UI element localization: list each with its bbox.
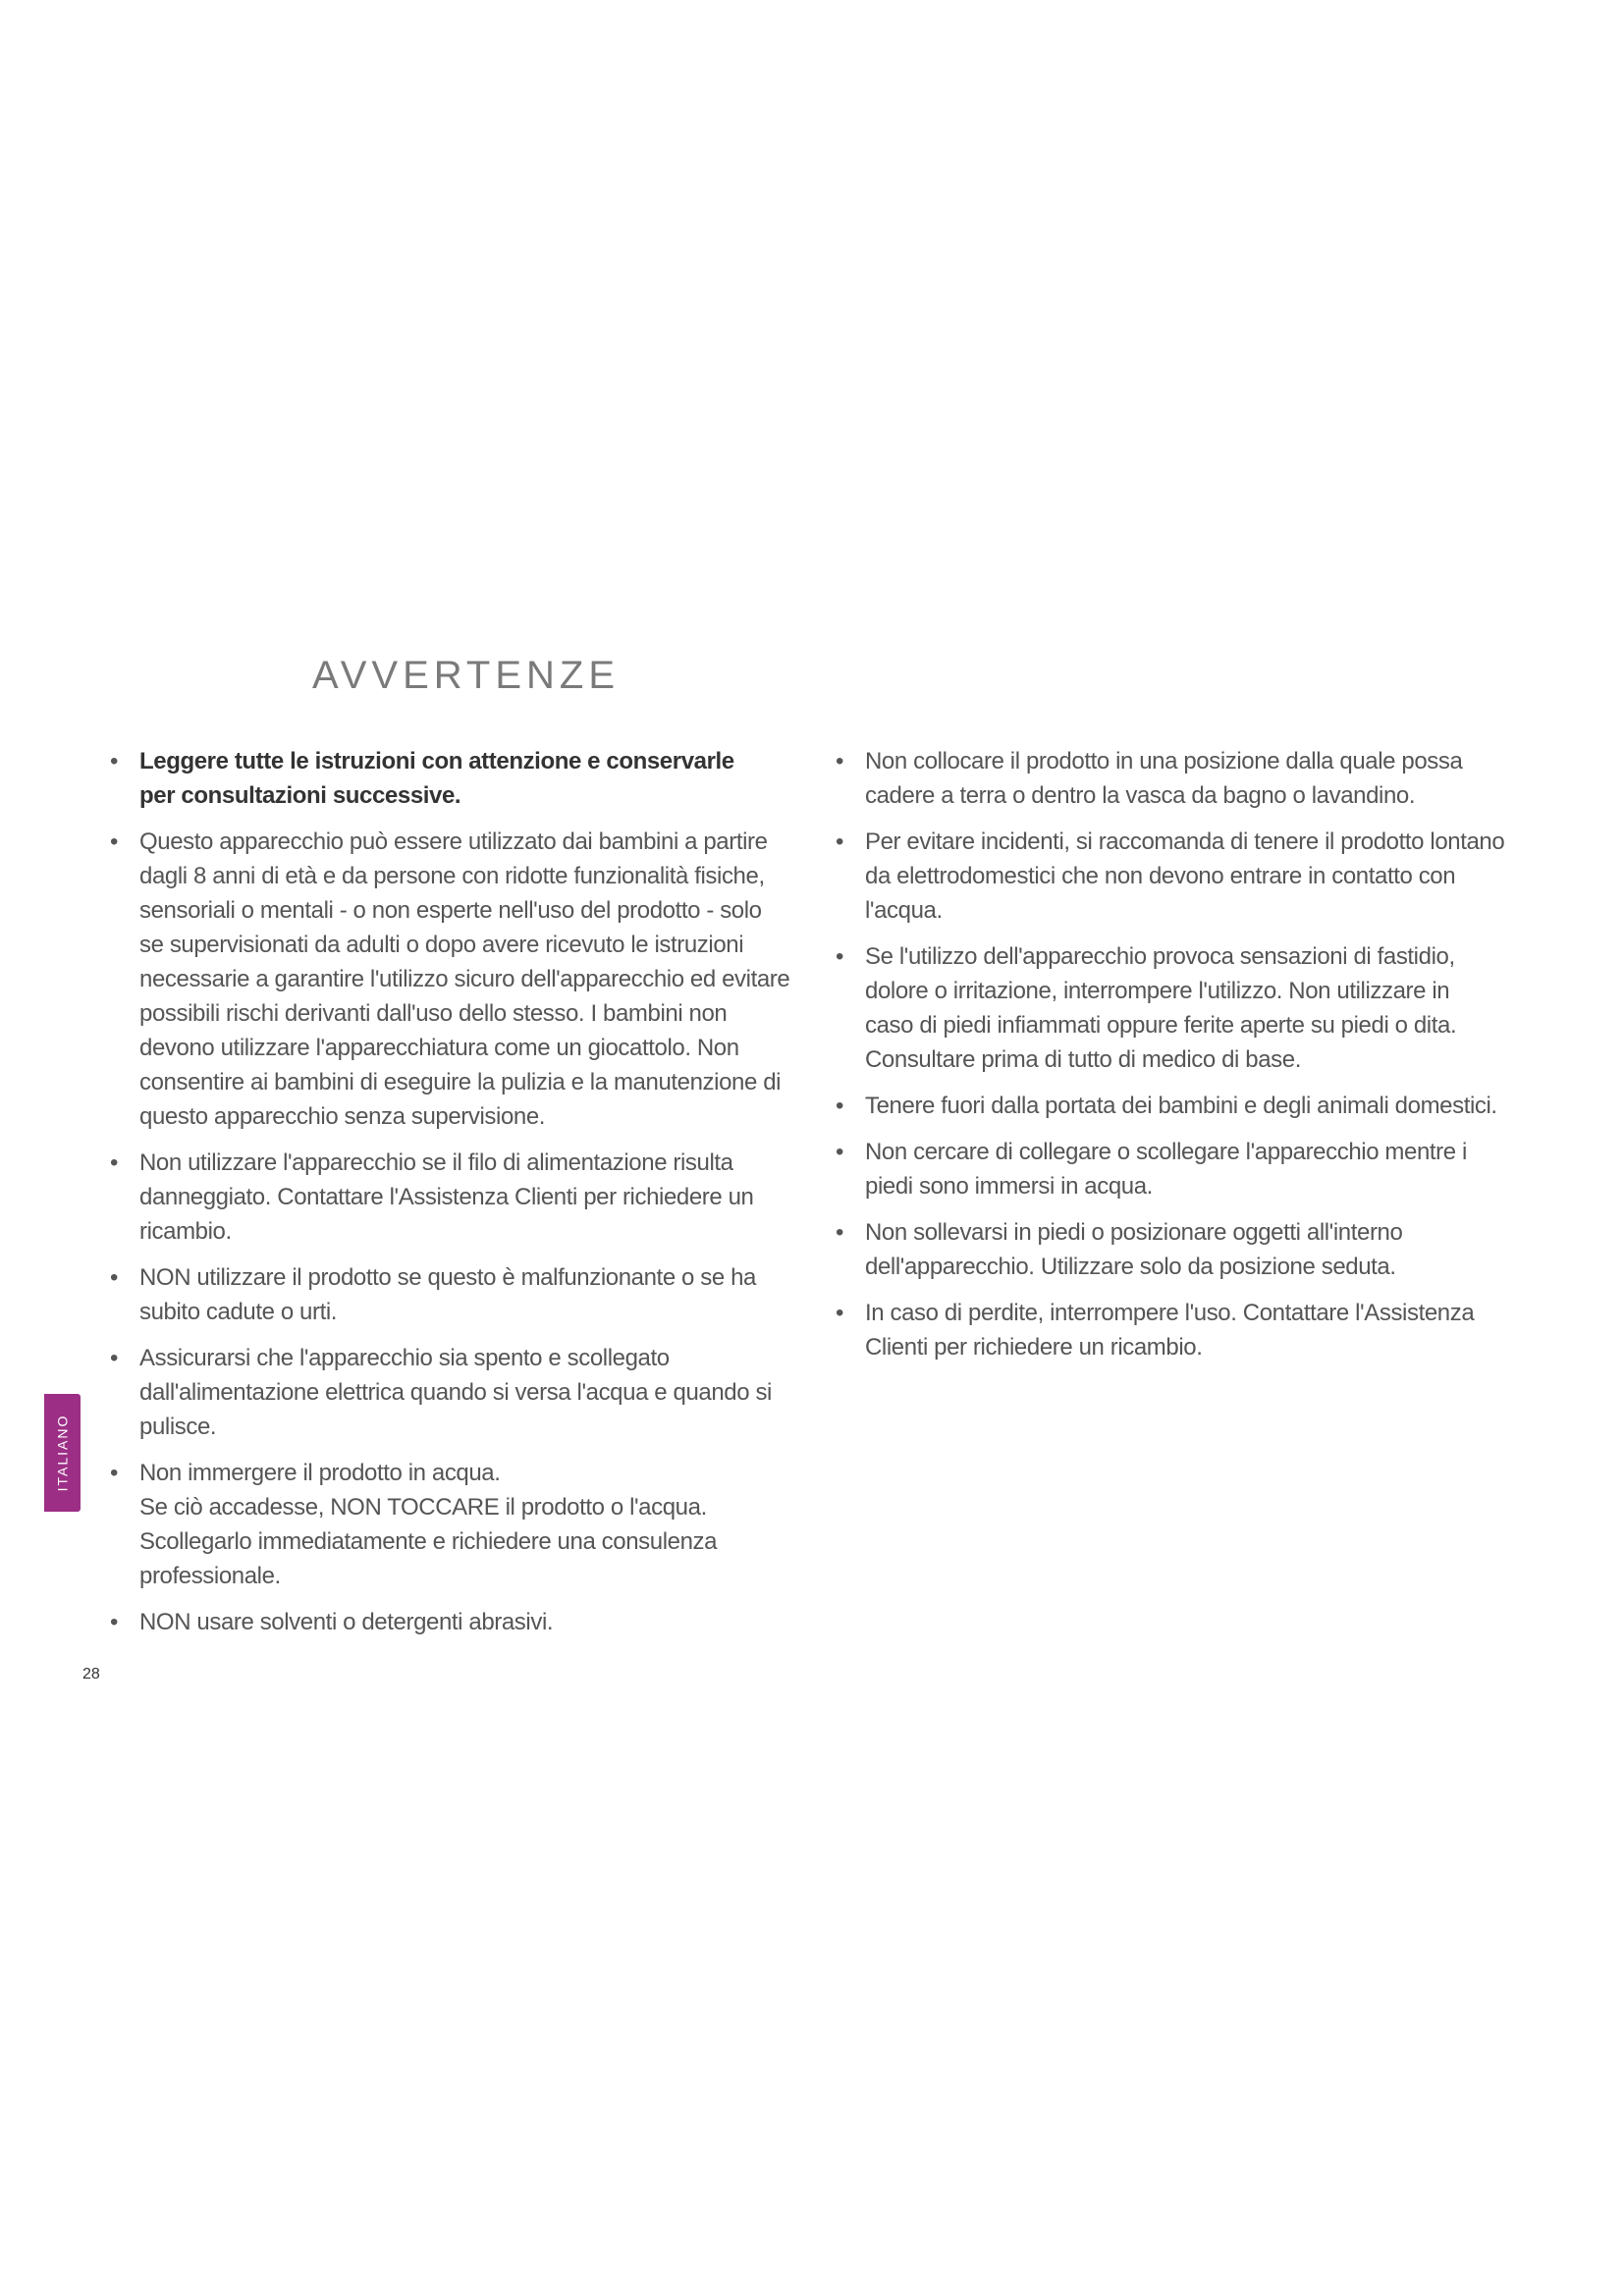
- warning-text: Questo apparecchio può essere utilizzato dai bambini a partire dagli 8 anni di età e da persone con ridotte funzionalità fisiche, sensoriali o mentali - o non esperte nell'uso del prodotto - solo se supervisionati da adulti o dopo avere ricevuto le istruzioni necessarie a garantire l'utilizzo sicuro dell'apparecchio ed evitare possibili rischi derivanti dall'uso dello stesso. I bambini non devono utilizzare l'apparecchiatura come un giocattolo. Non consentire ai bambini di eseguire la pulizia e la manutenzione di questo apparecchio senza supervisione.: [139, 828, 790, 1130]
- warning-text: Non collocare il prodotto in una posizione dalla quale possa cadere a terra o dentro la vasca da bagno o lavandino.: [865, 748, 1463, 809]
- warning-text: Non utilizzare l'apparecchio se il filo di alimentazione risulta danneggiato. Contattare l'Assistenza Clienti per richiedere un ricambio.: [139, 1149, 754, 1245]
- page-title: AVVERTENZE: [312, 654, 621, 697]
- page-number: 28: [82, 1666, 100, 1682]
- warning-item: [832, 1135, 1539, 1203]
- warnings-list-right: [832, 744, 1539, 1376]
- bullet-icon: •: [836, 1139, 844, 1165]
- warning-text: In caso di perdite, interrompere l'uso. Contattare l'Assistenza Clienti per richiedere un ricambio.: [865, 1300, 1475, 1361]
- bullet-icon: •: [110, 1460, 119, 1486]
- warning-item: [832, 825, 1539, 928]
- bullet-icon: •: [836, 828, 844, 855]
- warning-text: Leggere tutte le istruzioni con attenzione e conservarle per consultazioni successive.: [139, 748, 734, 809]
- language-tab-label: ITALIANO: [54, 1414, 71, 1492]
- bullet-icon: •: [110, 1609, 119, 1635]
- warning-item: [106, 1456, 813, 1593]
- warning-item: [106, 1605, 813, 1639]
- bullet-icon: •: [110, 1264, 119, 1291]
- warning-text: Non sollevarsi in piedi o posizionare oggetti all'interno dell'apparecchio. Utilizzare solo da posizione seduta.: [865, 1219, 1403, 1280]
- warning-item: [832, 939, 1539, 1077]
- warning-text: Tenere fuori dalla portata dei bambini e degli animali domestici.: [865, 1093, 1497, 1119]
- warning-text: Se l'utilizzo dell'apparecchio provoca sensazioni di fastidio, dolore o irritazione, interrompere l'utilizzo. Non utilizzare in caso di piedi infiammati oppure ferite aperte su piedi o dita. Consultare prima di tutto di medico di base.: [865, 943, 1457, 1073]
- warning-text: Non cercare di collegare o scollegare l'apparecchio mentre i piedi sono immersi in acqua.: [865, 1139, 1467, 1200]
- warning-text: NON utilizzare il prodotto se questo è malfunzionante o se ha subito cadute o urti.: [139, 1264, 756, 1325]
- bullet-icon: •: [836, 748, 844, 774]
- bullet-icon: •: [110, 828, 119, 855]
- warning-text: NON usare solventi o detergenti abrasivi.: [139, 1609, 554, 1635]
- warnings-list-left: [106, 744, 813, 1651]
- warning-item: [106, 1341, 813, 1444]
- language-tab: [44, 1394, 81, 1512]
- warning-text: Per evitare incidenti, si raccomanda di tenere il prodotto lontano da elettrodomestici che non devono entrare in contatto con l'acqua.: [865, 828, 1505, 924]
- warning-item: [106, 825, 813, 1134]
- bullet-icon: •: [836, 1219, 844, 1246]
- bullet-icon: •: [836, 1093, 844, 1119]
- warning-text: Non immergere il prodotto in acqua. Se ciò accadesse, NON TOCCARE il prodotto o l'acqua. Scollegarlo immediatamente e richiedere una consulenza professionale.: [139, 1460, 718, 1589]
- bullet-icon: •: [836, 1300, 844, 1326]
- bullet-icon: •: [110, 1149, 119, 1176]
- warning-item: [106, 1146, 813, 1249]
- warning-item: [106, 1260, 813, 1329]
- warning-item: [832, 1215, 1539, 1284]
- warning-item: [832, 744, 1539, 813]
- warning-item: [832, 1089, 1539, 1123]
- warning-item: [832, 1296, 1539, 1364]
- bullet-icon: •: [110, 1345, 119, 1371]
- warning-item: [106, 744, 813, 813]
- bullet-icon: •: [110, 748, 119, 774]
- warning-text: Assicurarsi che l'apparecchio sia spento e scollegato dall'alimentazione elettrica quando si versa l'acqua e quando si pulisce.: [139, 1345, 772, 1440]
- bullet-icon: •: [836, 943, 844, 970]
